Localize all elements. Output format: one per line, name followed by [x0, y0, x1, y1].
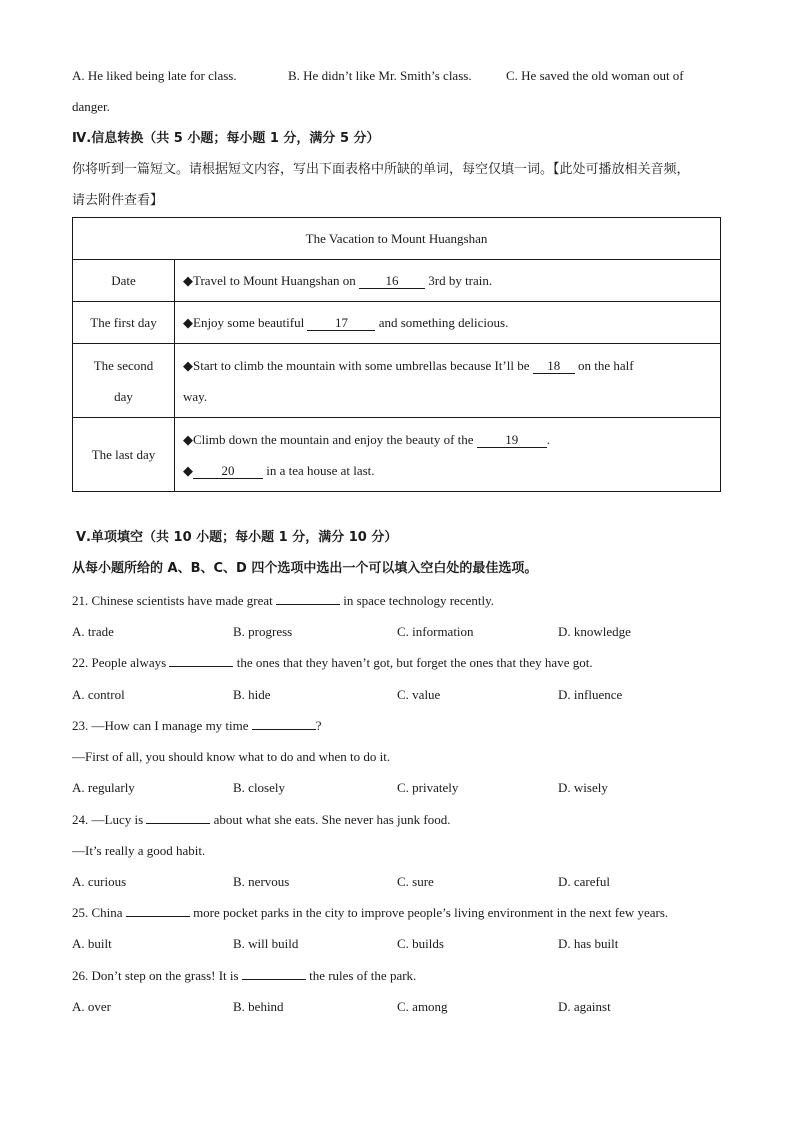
section4-heading: Ⅳ.信息转换（共 5 小题；每小题 1 分，满分 5 分） [72, 131, 380, 146]
q26-option-b[interactable]: B. behind [233, 999, 284, 1014]
answer-blank[interactable] [146, 823, 210, 824]
answer-blank[interactable] [169, 666, 233, 667]
row-content: ◆Climb down the mountain and enjoy the beauty of the 19 . ◆ 20 in a tea house at last. [175, 418, 721, 492]
q24-option-d[interactable]: D. careful [558, 874, 610, 889]
q22-option-c[interactable]: C. value [397, 687, 441, 702]
row-label: The first day [73, 302, 175, 344]
option-b: B. He didn’t like Mr. Smith’s class. [288, 68, 472, 83]
blank-20[interactable]: 20 [193, 464, 263, 479]
q26-option-c[interactable]: C. among [397, 999, 448, 1014]
q24-option-a[interactable]: A. curious [72, 874, 127, 889]
table-row [73, 260, 721, 302]
question-23: 23. —How can I manage my time ? [72, 718, 322, 733]
question-24: 24. —Lucy is about what she eats. She never has junk food. [72, 812, 451, 827]
q25-option-a[interactable]: A. built [72, 936, 112, 951]
section5-heading: Ⅴ.单项填空（共 10 小题；每小题 1 分，满分 10 分） [76, 530, 398, 545]
q21-option-c[interactable]: C. information [397, 624, 474, 639]
question-21: 21. Chinese scientists have made great in space technology recently. [72, 593, 494, 608]
answer-blank[interactable] [252, 729, 316, 730]
section4-instruction-1: 你将听到一篇短文。请根据短文内容，写出下面表格中所缺的单词，每空仅填一词。【此处可播放相关音频， [72, 162, 690, 177]
blank-16[interactable]: 16 [359, 274, 425, 289]
q25-option-d[interactable]: D. has built [558, 936, 619, 951]
q23-option-b[interactable]: B. closely [233, 780, 285, 795]
row-content: ◆Start to climb the mountain with some umbrellas because It’ll be 18 on the half way. [175, 344, 721, 418]
row-label: Date [73, 260, 175, 302]
row-label: The last day [73, 418, 175, 492]
q26-option-a[interactable]: A. over [72, 999, 111, 1014]
option-a: A. He liked being late for class. [72, 68, 237, 83]
table-row [73, 344, 721, 418]
table-title: The Vacation to Mount Huangshan [73, 218, 721, 260]
q24-option-c[interactable]: C. sure [397, 874, 434, 889]
table-row [73, 302, 721, 344]
question-22: 22. People always the ones that they haven’t got, but forget the ones that they have got. [72, 655, 593, 670]
question-26: 26. Don’t step on the grass! It is the rules of the park. [72, 968, 417, 983]
q25-option-c[interactable]: C. builds [397, 936, 444, 951]
q23-option-a[interactable]: A. regularly [72, 780, 135, 795]
option-c: C. He saved the old woman out of [506, 68, 684, 83]
answer-blank[interactable] [126, 916, 190, 917]
q21-option-b[interactable]: B. progress [233, 624, 293, 639]
row-label: The second day [73, 344, 175, 418]
section5-instruction: 从每小题所给的 A、B、C、D 四个选项中选出一个可以填入空白处的最佳选项。 [72, 561, 538, 576]
q26-option-d[interactable]: D. against [558, 999, 611, 1014]
q25-option-b[interactable]: B. will build [233, 936, 299, 951]
row-content: ◆Travel to Mount Huangshan on 16 3rd by train. [175, 260, 721, 302]
question-23-reply: —First of all, you should know what to do and when to do it. [72, 749, 391, 764]
question-25: 25. China more pocket parks in the city to improve people’s living environment in the next few years. [72, 905, 669, 920]
section4-instruction-2: 请去附件查看】 [72, 193, 164, 208]
q23-option-d[interactable]: D. wisely [558, 780, 608, 795]
info-table [72, 217, 721, 492]
q24-option-b[interactable]: B. nervous [233, 874, 290, 889]
q23-option-c[interactable]: C. privately [397, 780, 459, 795]
blank-19[interactable]: 19 [477, 433, 547, 448]
answer-blank[interactable] [242, 979, 306, 980]
question-24-reply: —It’s really a good habit. [72, 843, 206, 858]
q21-option-d[interactable]: D. knowledge [558, 624, 631, 639]
answer-blank[interactable] [276, 604, 340, 605]
blank-17[interactable]: 17 [307, 316, 375, 331]
q21-option-a[interactable]: A. trade [72, 624, 114, 639]
q22-option-a[interactable]: A. control [72, 687, 125, 702]
row-content: ◆Enjoy some beautiful 17 and something delicious. [175, 302, 721, 344]
q22-option-b[interactable]: B. hide [233, 687, 271, 702]
blank-18[interactable]: 18 [533, 359, 575, 374]
option-c-continuation: danger. [72, 99, 110, 114]
q22-option-d[interactable]: D. influence [558, 687, 623, 702]
table-row [73, 418, 721, 492]
